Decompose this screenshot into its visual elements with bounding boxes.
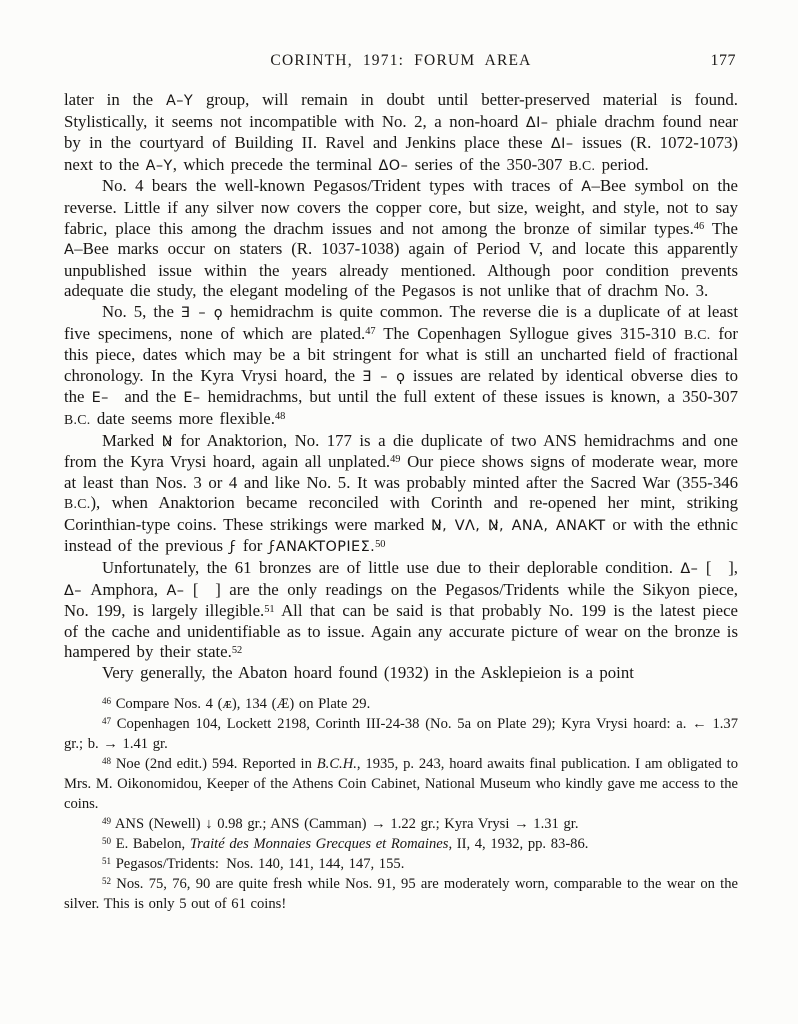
text-run: No. 5, the (102, 301, 181, 321)
text-run: Ǝ – ϙ (362, 368, 406, 385)
text-run: group, will remain in doubt until better-preserved material is found. Stylistically, it seems not incompatible with No. 2, a non-hoard (64, 90, 738, 131)
paragraph-bronzes (64, 558, 738, 663)
text-run: Marked (102, 430, 162, 450)
text-run: B.C. (684, 326, 711, 342)
text-run: Amphora, (81, 579, 167, 599)
running-title: CORINTH, 1971: FORUM AREA (270, 52, 532, 69)
footnotes-section (64, 694, 738, 914)
text-run: Our piece shows signs of moderate wear, more at least than Nos. 3 or 4 and like No. 5. It was probably minted after the Sacred War (355-346 (64, 452, 738, 492)
text-run: ϝ (229, 539, 237, 556)
text-run: B.C.H. (316, 755, 357, 772)
text-run: 49 (390, 454, 401, 466)
footnote-48 (64, 754, 738, 814)
text-run: ΔΟ– (378, 157, 409, 174)
text-run: 51 (264, 603, 275, 615)
text-run: Traité des Monnaies Grecques et Romaines, (189, 835, 453, 852)
text-run: –Bee symbol on the reverse. Little if any silver now covers the copper core, but size, weight, and style, not to say fabric, place this among the drachm issues and not among the bronze of similar types. (64, 176, 738, 238)
text-run: The Copenhagen Syllogue gives 315-310 (375, 323, 685, 343)
text-run: A–Y (145, 157, 173, 174)
text-run: ϝANAKTOPIEΣ. (268, 539, 376, 556)
text-run: , which precede the terminal (172, 154, 379, 174)
text-run: E– (183, 390, 201, 407)
text-run: 50 (102, 835, 112, 846)
text-run: 47 (365, 325, 376, 337)
text-run: Unfortunately, the 61 bronzes are of little use due to their deplorable condition. (102, 558, 681, 578)
text-run: A– (166, 582, 185, 599)
paragraph-abaton (64, 663, 738, 684)
text-run: 48 (102, 755, 112, 766)
text-run: , 1935, p. 243, hoard awaits final publication. I am obligated to Mrs. M. Oikonomidou, Keeper of the Athens Coin Cabinet, National Museum who kindly gave me access to the coins. (64, 755, 738, 812)
text-run: A–Y (165, 93, 194, 109)
footnote-52 (64, 874, 738, 914)
text-run: E. Babelon, (111, 835, 190, 852)
body-text (64, 90, 738, 684)
page-header (64, 52, 738, 74)
text-run: for (236, 536, 269, 556)
paragraph-no4 (64, 176, 738, 302)
text-run: hemidrachms, but until the full extent of these issues is known, a 350-307 (200, 387, 739, 407)
text-run: 52 (231, 644, 243, 656)
text-run: Δ– (64, 582, 82, 599)
paragraph-continuation (64, 90, 738, 176)
text-run: B.C. (64, 411, 91, 427)
text-run: II, 4, 1932, pp. 83-86. (452, 835, 589, 852)
text-run: ΔΙ– (550, 136, 574, 153)
text-run: 49 (102, 815, 112, 826)
text-run: A (581, 179, 592, 196)
text-run: Noe (2nd edit.) 594. Reported in (111, 755, 317, 772)
text-run: ), when Anaktorion became reconciled with Corinth and re-opened her mint, striking Corinthian-type coins. These strikings were marked (64, 493, 738, 534)
text-run: Nos. 75, 76, 90 are quite fresh while Nos. 91, 95 are moderately worn, comparable to the wear on the silver. This is only 5 out of 61 coins! (64, 875, 738, 912)
text-run: Ν̷, VΛ, Ν̷, ANA, ANAKT (430, 517, 606, 534)
text-run: 50 (375, 538, 386, 550)
text-run: The (704, 218, 738, 238)
text-run: Ǝ – ϙ (180, 304, 224, 321)
text-run: A (64, 242, 75, 259)
text-run: Compare Nos. 4 (ᴁ), 134 (Æ) on Plate 29. (111, 695, 371, 712)
text-run: Ν̷ (161, 433, 173, 450)
text-run: ANS (Newell) ↓ 0.98 gr.; ANS (Camman) → 1.22 gr.; Kyra Vrysi → 1.31 gr. (111, 815, 579, 832)
footnote-49 (64, 814, 738, 834)
text-run: and the (108, 387, 184, 407)
text-run: 46 (102, 695, 112, 706)
text-run: issues (R. 1072-1073) next to the (64, 133, 738, 174)
text-run: ΔΙ– (525, 114, 549, 131)
text-run: later in the (64, 90, 166, 109)
text-run: All that can be said is that probably No. 199 is the latest piece of the cache and unidentifiable as to issue. Again any accurate picture of wear on the bronze is hampered by their state. (64, 601, 739, 662)
text-run: [ ], (698, 558, 738, 578)
text-run: Very generally, the Abaton hoard found (1932) in the Asklepieion is a point (102, 663, 634, 683)
text-run: for this piece, dates which may be a bit stringent for what is still an uncharted field of fractional chronology. In the Kyra Vrysi hoard, the (64, 323, 738, 385)
text-run: or with the ethnic instead of the previous (64, 514, 738, 556)
paragraph-no5 (64, 302, 738, 431)
text-run: No. 4 bears the well-known Pegasos/Trident types with traces of (102, 176, 582, 196)
text-run: phiale drachm found near by in the courtyard of Building II. Ravel and Jenkins place these (64, 111, 739, 153)
text-run: series of the 350-307 (408, 154, 569, 174)
text-run: issues are related by identical obverse dies to the (64, 365, 738, 407)
text-run: 47 (102, 715, 112, 726)
footnote-50 (64, 834, 738, 854)
text-run: Δ– (680, 561, 699, 578)
text-run: 46 (693, 220, 705, 232)
text-run: –Bee marks occur on staters (R. 1037-1038) again of Period V, and locate this apparently unpublished issue within the years already mentioned. Although poor condition prevents adequate die study, the elegant modeling of the Pegasos is not unlike that of drachm No. 3. (64, 239, 738, 301)
text-run: 51 (102, 855, 112, 866)
text-run: period. (595, 154, 649, 174)
footnote-51 (64, 854, 738, 874)
text-run: for Anaktorion, No. 177 is a die duplicate of two ANS hemidrachms and one from the Kyra Vrysi hoard, again all unplated. (64, 430, 738, 472)
text-run: hemidrachm is quite common. The reverse die is a duplicate of at least five specimens, none of which are plated. (64, 301, 738, 343)
text-run: B.C. (568, 157, 596, 173)
paragraph-anaktorion (64, 431, 738, 559)
text-run: 52 (102, 875, 112, 886)
page-number: 177 (710, 52, 736, 69)
text-run: E– (91, 390, 109, 407)
footnote-47 (64, 714, 738, 754)
footnote-46 (64, 694, 738, 714)
text-run: Copenhagen 104, Lockett 2198, Corinth III-24-38 (No. 5a on Plate 29); Kyra Vrysi hoard: a. ← 1.37 gr.; b. → 1.41 gr. (64, 715, 738, 752)
text-run: 48 (274, 411, 286, 423)
text-run: date seems more flexible. (90, 408, 275, 428)
text-run: Pegasos/Tridents: Nos. 140, 141, 144, 147, 155. (111, 855, 405, 872)
text-run: B.C. (64, 496, 91, 512)
text-run: [ ] are the only readings on the Pegasos/Tridents while the Sikyon piece, No. 199, is largely illegible. (64, 579, 738, 621)
